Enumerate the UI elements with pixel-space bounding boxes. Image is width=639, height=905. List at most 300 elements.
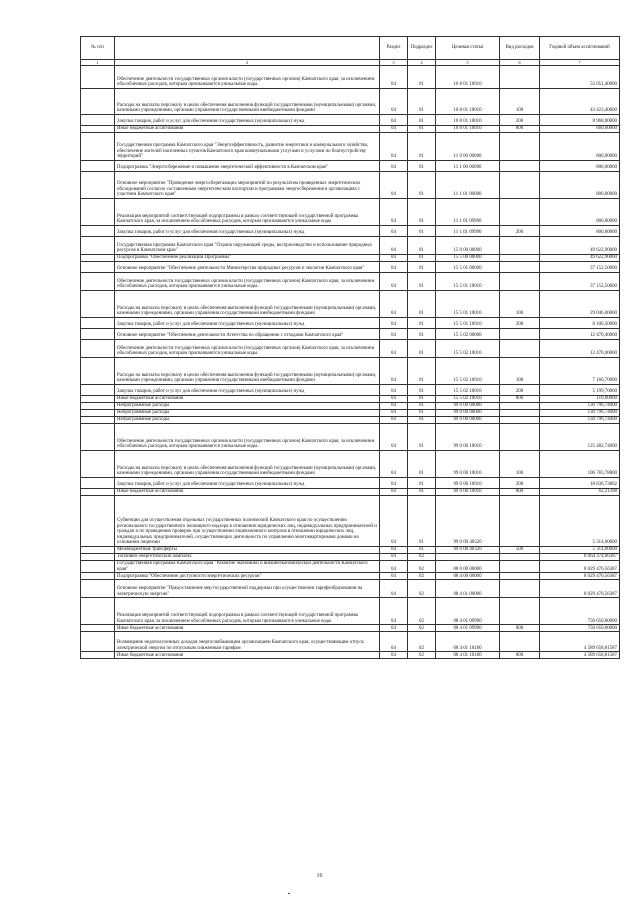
amount-cell: 110,00000 (540, 396, 620, 403)
csr-cell: 11 1 00 00000 (436, 161, 500, 172)
header-csr: Целевая статья (436, 37, 500, 60)
podrazdel-cell: 01 (408, 161, 436, 172)
item-name-cell: Иные бюджетные ассигнования (115, 652, 380, 659)
table-row (81, 226, 620, 237)
table-row (81, 554, 620, 561)
podrazdel-cell: 01 (408, 385, 436, 396)
row-number-cell (81, 632, 115, 652)
item-name-cell: Расходы на выплаты персоналу в целях обеспечения выполнения функций государственными (муниципальными) органами, казенными учреждениями, органами управления государственными внебюджетными фондами (115, 89, 380, 115)
podrazdel-cell: 02 (408, 580, 436, 598)
csr-cell: 11 1 01 09990 (436, 226, 500, 237)
row-number-cell (81, 403, 115, 410)
amount-cell: 8 968,00000 (540, 115, 620, 126)
item-name-cell: Иные бюджетные ассигнования (115, 396, 380, 403)
row-number-cell (81, 133, 115, 161)
podrazdel-cell: 01 (408, 66, 436, 89)
amount-cell: 750 650,00000 (540, 625, 620, 632)
row-number-cell (81, 291, 115, 318)
vr-cell (500, 329, 540, 340)
vr-cell: 200 (500, 385, 540, 396)
vr-cell (500, 573, 540, 580)
csr-cell: 08 4 01 09990 (436, 598, 500, 625)
table-row (81, 358, 620, 385)
header-razdel: Раздел (380, 37, 408, 60)
csr-cell: 11 1 01 09990 (436, 199, 500, 226)
row-number-cell (81, 237, 115, 255)
row-number-cell (81, 496, 115, 547)
table-row (81, 547, 620, 554)
item-name-cell: Непрограммные расходы (115, 410, 380, 417)
item-name-cell: Непрограммные расходы (115, 417, 380, 424)
razdel-cell: 04 (380, 451, 408, 478)
amount-cell: 5 314,00000 (540, 547, 620, 554)
table-row (81, 318, 620, 329)
csr-cell: 99 0 00 00000 (436, 403, 500, 410)
amount-cell: 5 314,00000 (540, 496, 620, 547)
razdel-cell: 04 (380, 410, 408, 417)
row-number-cell (81, 340, 115, 358)
row-number-cell (81, 329, 115, 340)
column-number: 6 (500, 60, 540, 66)
vr-cell: 800 (500, 625, 540, 632)
row-number-cell (81, 424, 115, 451)
row-number-cell (81, 547, 115, 554)
item-name-cell: Возмещение недополученных доходов энергоснабжающим организациям Камчатского края, осуществляющим отпуск электрической энергии по отпускным сниженным тарифам (115, 632, 380, 652)
row-number-cell (81, 561, 115, 573)
razdel-cell: 04 (380, 358, 408, 385)
column-number: 7 (540, 60, 620, 66)
vr-cell (500, 340, 540, 358)
item-name-cell: Закупка товаров, работ и услуг для обеспечения государственных (муниципальных) нужд (115, 478, 380, 489)
table-row (81, 632, 620, 652)
table-row (81, 329, 620, 340)
vr-cell (500, 598, 540, 625)
amount-cell: 62,21398 (540, 489, 620, 496)
table-row (81, 489, 620, 496)
razdel-cell: 04 (380, 161, 408, 172)
vr-cell: 800 (500, 396, 540, 403)
item-name-cell: Расходы на выплаты персоналу в целях обеспечения выполнения функций государственными (муниципальными) органами, казенными учреждениями, органами управления государственными внебюджетными фондами (115, 291, 380, 318)
csr-cell: 08 4 00 00000 (436, 573, 500, 580)
column-number: 4 (408, 60, 436, 66)
podrazdel-cell: 01 (408, 262, 436, 273)
table-row (81, 133, 620, 161)
podrazdel-cell: 01 (408, 255, 436, 262)
amount-cell: 4 589 658,81587 (540, 652, 620, 659)
table-row (81, 172, 620, 199)
razdel-cell: 04 (380, 340, 408, 358)
amount-cell: 130 796,74000 (540, 403, 620, 410)
razdel-cell: 04 (380, 66, 408, 89)
row-number-cell (81, 161, 115, 172)
podrazdel-cell: 01 (408, 403, 436, 410)
podrazdel-cell: 02 (408, 573, 436, 580)
budget-table (80, 36, 620, 659)
podrazdel-cell: 01 (408, 496, 436, 547)
row-number-cell (81, 451, 115, 478)
csr-cell: 15 5 02 10010 (436, 340, 500, 358)
podrazdel-cell: 01 (408, 172, 436, 199)
row-number-cell (81, 554, 115, 561)
razdel-cell: 04 (380, 329, 408, 340)
item-name-cell: Обеспечение деятельности государственных органов власти (государственных органов) Камчатского края, за исключением обособленных расходов, которым присваиваются уникальные коды. (115, 66, 380, 89)
amount-cell: 8 106,50000 (540, 318, 620, 329)
table-row (81, 273, 620, 291)
csr-cell: 08 4 01 10180 (436, 632, 500, 652)
table-row (81, 255, 620, 262)
table-row (81, 403, 620, 410)
vr-cell: 200 (500, 115, 540, 126)
amount-cell: 53 051,40000 (540, 66, 620, 89)
csr-cell: 15 5 02 10010 (436, 396, 500, 403)
row-number-cell (81, 573, 115, 580)
amount-cell: 800,00000 (540, 161, 620, 172)
table-row (81, 496, 620, 547)
item-name-cell: Обеспечение деятельности государственных органов власти (государственных органов) Камчатского края, за исключением обособленных расходов, которым присваиваются уникальные коды. (115, 340, 380, 358)
razdel-cell: 04 (380, 547, 408, 554)
amount-cell: 800,00000 (540, 226, 620, 237)
row-number-cell (81, 199, 115, 226)
item-name-cell: Основное мероприятие "Проведение энергосберегающих мероприятий по результатам проведенных энергетических обследований согласно составленным энергетическим паспортам и программам энергосбережения в организациях с участием Камчатского края" (115, 172, 380, 199)
csr-cell: 15 5 02 10010 (436, 385, 500, 396)
razdel-cell: 04 (380, 554, 408, 561)
amount-cell: 8 029 476,56387 (540, 561, 620, 573)
table-row (81, 115, 620, 126)
vr-cell (500, 580, 540, 598)
amount-cell: 49 622,90000 (540, 237, 620, 255)
csr-cell: 15 5 01 10010 (436, 291, 500, 318)
table-row (81, 625, 620, 632)
item-name-cell: Подпрограмма "Обеспечение реализации Программы" (115, 255, 380, 262)
csr-cell: 15 5 02 10010 (436, 358, 500, 385)
razdel-cell: 04 (380, 478, 408, 489)
podrazdel-cell: 01 (408, 126, 436, 133)
razdel-cell: 04 (380, 396, 408, 403)
item-name-cell: Реализация мероприятий соответствующей подпрограммы в рамках соответствующей государственной программы Камчатского края, за исключением обособленных расходов, которым присваиваются уникальные коды (115, 199, 380, 226)
razdel-cell: 04 (380, 385, 408, 396)
item-name-cell: Субвенции для осуществления отдельных государственных полномочий Камчатского края по осуществлению регионального государственного жилищного надзора в отношении юридических лиц, индивидуальных предпринимателей и граждан и по проведению проверок при осуществлении лицензионного контроля в отношении юридических лиц, индивидуальных предпринимателей, осуществляющих деятельность по управлению многоквартирными домами на основании лицензии (115, 496, 380, 547)
item-name-cell: Топливно-энергетический комплекс (115, 554, 380, 561)
vr-cell (500, 161, 540, 172)
amount-cell: 130 796,74000 (540, 417, 620, 424)
table-row (81, 598, 620, 625)
vr-cell (500, 554, 540, 561)
row-number-cell (81, 66, 115, 89)
item-name-cell: Закупка товаров, работ и услуг для обеспечения государственных (муниципальных) нужд (115, 115, 380, 126)
podrazdel-cell: 01 (408, 358, 436, 385)
csr-cell: 99 0 00 00000 (436, 417, 500, 424)
vr-cell (500, 424, 540, 451)
table-row (81, 199, 620, 226)
header-vr: Вид расходов (500, 37, 540, 60)
column-number: 5 (436, 60, 500, 66)
vr-cell (500, 172, 540, 199)
podrazdel-cell: 01 (408, 291, 436, 318)
table-row (81, 417, 620, 424)
amount-cell: 800,00000 (540, 133, 620, 161)
razdel-cell: 04 (380, 89, 408, 115)
item-name-cell: Подпрограмма "Энергосбережение и повышение энергетической эффективности в Камчатском крае" (115, 161, 380, 172)
column-number: 3 (380, 60, 408, 66)
amount-cell: 800,00000 (540, 172, 620, 199)
amount-cell: 4 589 658,81587 (540, 632, 620, 652)
header-amount: Годовой объем ассигнований (540, 37, 620, 60)
row-number-cell (81, 385, 115, 396)
row-number-cell (81, 318, 115, 329)
razdel-cell: 04 (380, 172, 408, 199)
razdel-cell: 04 (380, 291, 408, 318)
table-row (81, 580, 620, 598)
razdel-cell: 04 (380, 226, 408, 237)
row-number-cell (81, 255, 115, 262)
podrazdel-cell: 01 (408, 451, 436, 478)
podrazdel-cell: 01 (408, 478, 436, 489)
podrazdel-cell: 01 (408, 318, 436, 329)
csr-cell: 99 0 00 10010 (436, 478, 500, 489)
podrazdel-cell: 02 (408, 561, 436, 573)
podrazdel-cell: 01 (408, 89, 436, 115)
column-number: 1 (81, 60, 115, 66)
item-name-cell: Обеспечение деятельности государственных органов власти (государственных органов) Камчатского края, за исключением обособленных расходов, которым присваиваются уникальные коды. (115, 273, 380, 291)
item-name-cell: Закупка товаров, работ и услуг для обеспечения государственных (муниципальных) нужд (115, 318, 380, 329)
razdel-cell: 04 (380, 262, 408, 273)
row-number-cell (81, 625, 115, 632)
amount-cell: 800,00000 (540, 199, 620, 226)
csr-cell: 08 4 01 10180 (436, 652, 500, 659)
table-row (81, 126, 620, 133)
vr-cell: 200 (500, 478, 540, 489)
csr-cell: 99 0 00 10010 (436, 424, 500, 451)
csr-cell: 10 8 01 10010 (436, 89, 500, 115)
table-body (81, 66, 620, 659)
amount-cell: 106 783,78800 (540, 451, 620, 478)
table-row (81, 262, 620, 273)
razdel-cell: 04 (380, 632, 408, 652)
razdel-cell: 04 (380, 496, 408, 547)
csr-cell: 99 0 00 00000 (436, 410, 500, 417)
csr-cell: 15 5 01 00000 (436, 262, 500, 273)
row-number-cell (81, 126, 115, 133)
header-num: № п/п (81, 37, 115, 60)
podrazdel-cell: 02 (408, 632, 436, 652)
vr-cell: 800 (500, 126, 540, 133)
amount-cell: 8 029 476,56387 (540, 573, 620, 580)
amount-cell: 43 423,40000 (540, 89, 620, 115)
amount-cell: 660,00000 (540, 126, 620, 133)
amount-cell: 125 482,74000 (540, 424, 620, 451)
amount-cell: 8 029 476,56387 (540, 580, 620, 598)
razdel-cell: 04 (380, 652, 408, 659)
razdel-cell: 04 (380, 255, 408, 262)
amount-cell: 8 064 374,06387 (540, 554, 620, 561)
table-row (81, 385, 620, 396)
item-name-cell: Закупка товаров, работ и услуг для обеспечения государственных (муниципальных) нужд (115, 226, 380, 237)
table-row (81, 161, 620, 172)
vr-cell (500, 133, 540, 161)
vr-cell (500, 255, 540, 262)
row-number-cell (81, 115, 115, 126)
podrazdel-cell: 01 (408, 237, 436, 255)
razdel-cell: 04 (380, 403, 408, 410)
podrazdel-cell: 02 (408, 554, 436, 561)
row-number-cell (81, 226, 115, 237)
razdel-cell: 04 (380, 580, 408, 598)
vr-cell: 800 (500, 489, 540, 496)
csr-cell: 15 0 00 00000 (436, 237, 500, 255)
vr-cell (500, 632, 540, 652)
item-name-cell: Иные бюджетные ассигнования (115, 126, 380, 133)
table-row (81, 340, 620, 358)
row-number-cell (81, 580, 115, 598)
item-name-cell: Иные бюджетные ассигнования (115, 489, 380, 496)
table-row (81, 573, 620, 580)
csr-cell: 11 1 01 00000 (436, 172, 500, 199)
vr-cell (500, 403, 540, 410)
item-name-cell: Обеспечение деятельности государственных органов власти (государственных органов) Камчатского края, за исключением обособленных расходов, которым присваиваются уникальные коды. (115, 424, 380, 451)
vr-cell (500, 66, 540, 89)
vr-cell: 100 (500, 358, 540, 385)
table-row (81, 410, 620, 417)
amount-cell: 130 796,74000 (540, 410, 620, 417)
item-name-cell: Закупка товаров, работ и услуг для обеспечения государственных (муниципальных) нужд (115, 385, 380, 396)
table-row (81, 451, 620, 478)
row-number-cell (81, 273, 115, 291)
razdel-cell: 04 (380, 424, 408, 451)
razdel-cell: 04 (380, 126, 408, 133)
podrazdel-cell: 01 (408, 329, 436, 340)
amount-cell: 7 160,70000 (540, 358, 620, 385)
item-name-cell: Расходы на выплаты персоналу в целях обеспечения выполнения функций государственными (муниципальными) органами, казенными учреждениями, органами управления государственными внебюджетными фондами (115, 358, 380, 385)
item-name-cell: Подпрограмма "Обеспечение доступности энергетических ресурсов" (115, 573, 380, 580)
csr-cell: 99 0 00 10010 (436, 451, 500, 478)
csr-cell: 10 8 01 10010 (436, 66, 500, 89)
vr-cell: 100 (500, 451, 540, 478)
row-number-cell (81, 172, 115, 199)
table-row (81, 652, 620, 659)
header-row (81, 37, 620, 60)
header-name (115, 37, 380, 60)
vr-cell: 100 (500, 89, 540, 115)
item-name-cell: Государственная программа Камчатского края "Охрана окружающей среды, воспроизводство и использование природных ресурсов в Камчатском крае" (115, 237, 380, 255)
item-name-cell: Основное мероприятие "Обеспечение деятельности Министерства природных ресурсов и экологии Камчатского края" (115, 262, 380, 273)
podrazdel-cell: 01 (408, 547, 436, 554)
item-name-cell: Иные бюджетные ассигнования (115, 625, 380, 632)
item-name-cell: Реализация мероприятий соответствующей подпрограммы в рамках соответствующей государственной программы Камчатского края, за исключением обособленных расходов, которым присваиваются уникальные коды (115, 598, 380, 625)
podrazdel-cell: 02 (408, 625, 436, 632)
vr-cell (500, 262, 540, 273)
podrazdel-cell: 02 (408, 652, 436, 659)
vr-cell: 500 (500, 547, 540, 554)
csr-cell: 99 0 00 10010 (436, 489, 500, 496)
item-name-cell: Основное мероприятие "Обеспечение деятельности Агентства по обращению с отходами Камчатского края" (115, 329, 380, 340)
table-row (81, 89, 620, 115)
csr-cell: 08 4 01 00000 (436, 580, 500, 598)
amount-cell: 49 622,90000 (540, 255, 620, 262)
item-name-cell: Основное мероприятие "Предоставление мер государственной поддержки при осуществлении тарифообразования на электрическую энергию" (115, 580, 380, 598)
item-name-cell: Расходы на выплаты персоналу в целях обеспечения выполнения функций государственными (муниципальными) органами, казенными учреждениями, органами управления государственными внебюджетными фондами (115, 451, 380, 478)
item-name-cell: Межбюджетные трансферты (115, 547, 380, 554)
csr-cell: 15 5 02 00000 (436, 329, 500, 340)
razdel-cell: 04 (380, 561, 408, 573)
vr-cell: 200 (500, 226, 540, 237)
razdel-cell: 04 (380, 318, 408, 329)
podrazdel-cell: 01 (408, 133, 436, 161)
vr-cell: 800 (500, 652, 540, 659)
razdel-cell: 04 (380, 417, 408, 424)
podrazdel-cell: 01 (408, 273, 436, 291)
row-number-cell (81, 262, 115, 273)
row-number-cell (81, 598, 115, 625)
podrazdel-cell: 01 (408, 424, 436, 451)
amount-cell: 750 650,00000 (540, 598, 620, 625)
podrazdel-cell: 01 (408, 417, 436, 424)
row-number-cell (81, 410, 115, 417)
razdel-cell: 04 (380, 598, 408, 625)
csr-cell: 15 5 01 10010 (436, 318, 500, 329)
vr-cell: 200 (500, 318, 540, 329)
amount-cell: 18 636,73802 (540, 478, 620, 489)
table-row (81, 478, 620, 489)
row-number-cell (81, 478, 115, 489)
csr-cell: 11 0 00 00000 (436, 133, 500, 161)
vr-cell (500, 496, 540, 547)
amount-cell: 29 046,00000 (540, 291, 620, 318)
item-name-cell: Государственная программа Камчатского края "Энергоэффективность, развитие энергетики и коммунального хозяйства, обеспечение жителей населенных пунктов Камчатского края коммунальными услугами и услугами по благоустройству территорий" (115, 133, 380, 161)
csr-cell: 99 0 00 40320 (436, 496, 500, 547)
vr-cell (500, 199, 540, 226)
podrazdel-cell: 01 (408, 115, 436, 126)
razdel-cell: 04 (380, 115, 408, 126)
csr-cell: 99 0 00 40320 (436, 547, 500, 554)
csr-cell: 08 0 00 00000 (436, 561, 500, 573)
podrazdel-cell: 01 (408, 199, 436, 226)
podrazdel-cell: 01 (408, 410, 436, 417)
razdel-cell: 04 (380, 199, 408, 226)
razdel-cell: 04 (380, 625, 408, 632)
podrazdel-cell: 01 (408, 396, 436, 403)
vr-cell: 100 (500, 291, 540, 318)
item-name-cell: Непрограммные расходы (115, 403, 380, 410)
csr-cell: 15 5 01 10010 (436, 273, 500, 291)
amount-cell: 37 152,50000 (540, 262, 620, 273)
vr-cell (500, 417, 540, 424)
amount-cell: 12 470,40000 (540, 329, 620, 340)
scan-speck (288, 893, 290, 894)
vr-cell (500, 273, 540, 291)
vr-cell (500, 410, 540, 417)
row-number-cell (81, 652, 115, 659)
amount-cell: 5 199,70000 (540, 385, 620, 396)
row-number-cell (81, 358, 115, 385)
table-row (81, 396, 620, 403)
table-row (81, 424, 620, 451)
table-row (81, 66, 620, 89)
row-number-cell (81, 489, 115, 496)
razdel-cell: 04 (380, 237, 408, 255)
item-name-cell: Государственная программа Камчатского края "Развитие экономики и внешнеэкономической деятельности Камчатского края" (115, 561, 380, 573)
header-podrazdel: Подраздел (408, 37, 436, 60)
razdel-cell: 04 (380, 133, 408, 161)
amount-cell: 37 152,50000 (540, 273, 620, 291)
podrazdel-cell: 01 (408, 489, 436, 496)
page-number: 16 (316, 873, 323, 879)
table-row (81, 237, 620, 255)
razdel-cell: 04 (380, 273, 408, 291)
amount-cell: 12 470,40000 (540, 340, 620, 358)
csr-cell: 10 8 01 10010 (436, 115, 500, 126)
podrazdel-cell: 01 (408, 226, 436, 237)
vr-cell (500, 237, 540, 255)
